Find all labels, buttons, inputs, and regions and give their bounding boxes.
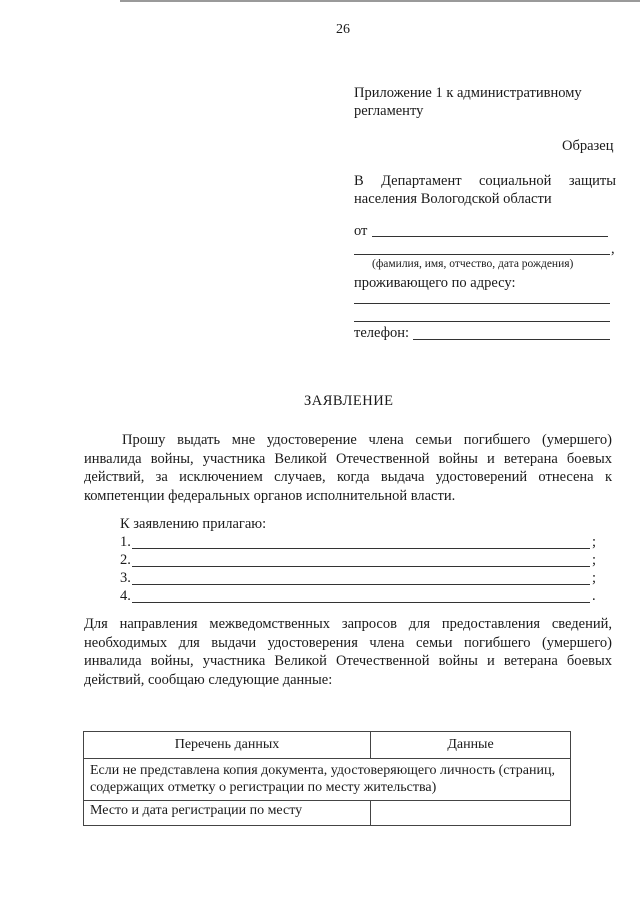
attachment-end: ; [592, 534, 597, 550]
attachment-num: 2. [120, 552, 131, 568]
name-field[interactable] [354, 254, 610, 255]
table-cell-label: Если не представлена копия документа, удостоверяющего личность (страниц, содержащих отметку о регистрации по месту жительства) [84, 759, 571, 801]
interagency-line: инвалида войны, участника Великой Отечественной войны и ветерана боевых [84, 653, 612, 669]
from-field[interactable] [372, 236, 608, 237]
attachment-num: 3. [120, 570, 131, 586]
table-row [84, 801, 571, 826]
addressee-line-1: В Департамент социальной защиты [354, 173, 616, 189]
scan-top-edge [120, 0, 640, 2]
attachment-end: ; [592, 570, 597, 586]
address-label: проживающего по адресу: [354, 275, 516, 291]
request-line: действий, за исключением случаев, когда выдача удостоверений отнесена к [84, 469, 612, 485]
data-table [83, 731, 571, 826]
table-cell-value[interactable] [371, 801, 571, 826]
from-label: от [354, 223, 368, 239]
table-cell-label: Место и дата регистрации по месту [84, 801, 371, 826]
request-line: инвалида войны, участника Великой Отечественной войны и ветерана боевых [84, 450, 612, 467]
attachment-field-4[interactable] [132, 602, 590, 603]
appendix-line-1: Приложение 1 к административному [354, 85, 582, 101]
appendix-line-2: регламенту [354, 103, 424, 119]
page-number: 26 [336, 22, 350, 37]
table-row [84, 759, 571, 801]
phone-field[interactable] [413, 339, 610, 340]
interagency-paragraph [84, 615, 612, 689]
address-field-2[interactable] [354, 321, 610, 322]
table-header: Данные [371, 732, 571, 759]
address-field-1[interactable] [354, 303, 610, 304]
attachments-label: К заявлению прилагаю: [120, 516, 267, 532]
interagency-line: действий, сообщаю следующие данные: [84, 671, 333, 688]
attachment-end: ; [592, 552, 597, 568]
name-field-comma: , [611, 241, 615, 257]
attachment-field-2[interactable] [132, 566, 590, 567]
attachment-num: 1. [120, 534, 131, 550]
table-header: Перечень данных [84, 732, 371, 759]
table-header-row [84, 732, 571, 759]
document-title: ЗАЯВЛЕНИЕ [304, 393, 394, 409]
attachment-num: 4. [120, 588, 131, 604]
interagency-line: необходимых для выдачи удостоверения члена семьи погибшего (умершего) [84, 634, 612, 651]
attachment-end: . [592, 588, 596, 604]
request-paragraph [84, 431, 612, 505]
name-caption: (фамилия, имя, отчество, дата рождения) [372, 258, 574, 270]
request-line: Прошу выдать мне удостоверение члена семьи погибшего (умершего) [122, 432, 612, 448]
sample-label: Образец [562, 138, 614, 154]
interagency-line: Для направления межведомственных запросов для предоставления сведений, [84, 616, 612, 632]
request-line: компетенции федеральных органов исполнительной власти. [84, 487, 456, 504]
addressee-line-2: населения Вологодской области [354, 191, 552, 207]
attachment-field-1[interactable] [132, 548, 590, 549]
phone-label: телефон: [354, 325, 410, 341]
attachment-field-3[interactable] [132, 584, 590, 585]
